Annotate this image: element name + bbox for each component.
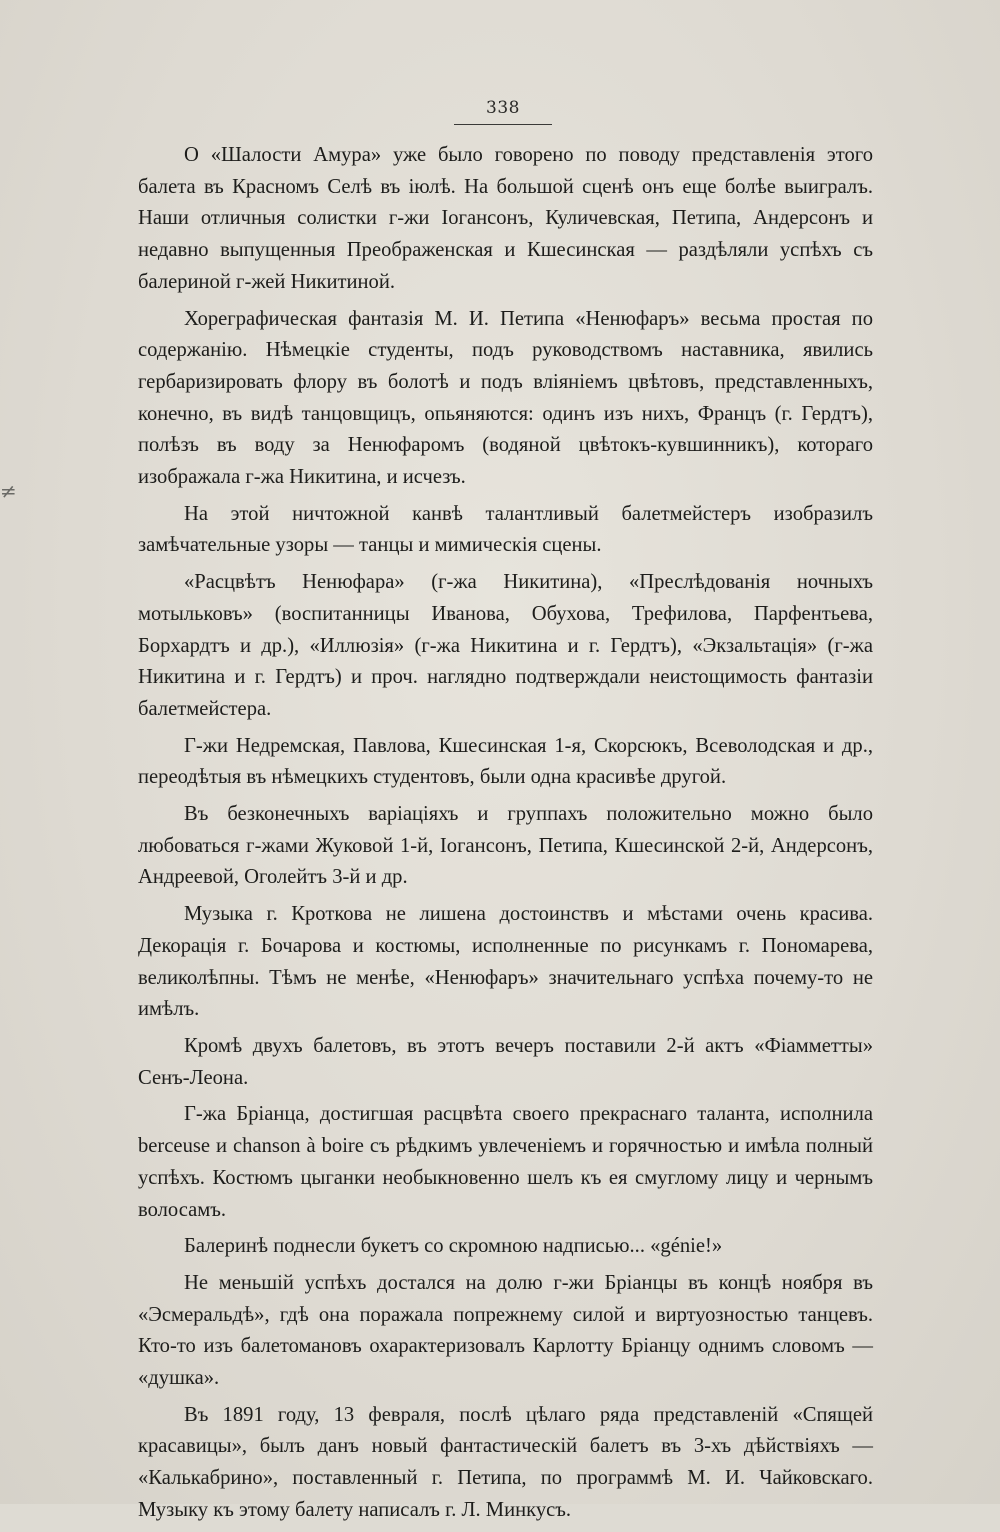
paragraph-music-decor: Музыка г. Кроткова не лишена достоинствъ и мѣстами очень красива. Декорація г. Бочарова и костюмы, исполненные по рисункамъ г. Пономарева, великолѣпны. Тѣмъ не менѣе, «Ненюфаръ» значительнаго успѣха почему-то не имѣлъ. [138,903,873,1021]
paragraph-esmeralda: Не меньшій успѣхъ достался на долю г-жи Бріанцы въ концѣ ноября въ «Эсмеральдѣ», гдѣ она поражала попрежнему силой и виртуозностью танцевъ. Кто-то изъ балетомановъ охарактеризовалъ Карлотту Бріанцу однимъ словомъ — «душка». [138,1271,873,1390]
paragraph-variations: Въ безконечныхъ варіаціяхъ и группахъ положительно можно было любоваться г-жами Жуковой 1-й, Іогансонъ, Петипа, Кшесинской 2-й, Андерсонъ, Андреевой, Оголейтъ 3-й и др. [138,803,873,889]
page-number-rule [454,124,552,125]
page-number: 338 [486,98,520,118]
paragraph-kalkabrino: Въ 1891 году, 13 февраля, послѣ цѣлаго ряда представленій «Спящей красавицы», былъ данъ новый фантастическій балетъ въ 3-хъ дѣйствіяхъ — «Калькабрино», поставленный г. Петипа, по программѣ М. И. Чайковскаго. Музыку къ этому балету написалъ г. Л. Минкусъ. [138,1403,873,1521]
paragraph-nenyufar-fantasy: Хореграфическая фантазія М. И. Петипа «Ненюфаръ» весьма простая по содержанію. Нѣмецкіе студенты, подъ руководствомъ наставника, явились гербаризировать флору въ болотѣ и подъ вліяніемъ цвѣтовъ, представленныхъ, конечно, въ видѣ танцовщицъ, опьяняются: одинъ изъ нихъ, Францъ (г. Гердтъ), полѣзъ въ воду за Ненюфаромъ (водяной цвѣтокъ-кувшинникъ), котораго изображала г-жа Никитина, и исчезъ. [138,307,873,489]
paragraph-brianza-berceuse: Г-жа Бріанца, достигшая расцвѣта своего прекраснаго таланта, исполнила berceuse и chanson à boire съ рѣдкимъ увлеченіемъ и горячностью и имѣла полный успѣхъ. Костюмъ цыганки необыкновенно шелъ къ ея смуглому лицу и чернымъ волосамъ. [138,1103,873,1221]
paragraph-scenes-list: «Расцвѣтъ Ненюфара» (г-жа Никитина), «Преслѣдованія ночныхъ мотыльковъ» (воспитанницы Иванова, Обухова, Трефилова, Парфентьева, Борхардтъ и др.), «Иллюзія» (г-жа Никитина и г. Гердтъ), «Экзальтація» (г-жа Никитина и г. Гердтъ) и проч. наглядно подтверждали неистощимость фантазіи балетмейстера. [138,571,873,720]
paragraph-students-costumes: Г-жи Недремская, Павлова, Кшесинская 1-я, Скорсюкъ, Всеволодская и др., переодѣтыя въ нѣмецкихъ студентовъ, были одна красивѣе другой. [138,734,873,789]
paragraph-bouquet: Балеринѣ поднесли букетъ со скромною надписью... «génie!» [184,1235,723,1258]
paragraph-shalosti-amura: О «Шалости Амура» уже было говорено по поводу представленія этого балета въ Красномъ Селѣ въ іюлѣ. На большой сценѣ онъ еще болѣе выигралъ. Наши отличныя солистки г-жи Іогансонъ, Куличевская, Петипа, Андерсонъ и недавно выпущенныя Преображенская и Кшесинская — раздѣляли успѣхъ съ балериной г-жей Никитиной. [138,144,873,293]
margin-mark: ≠ [0,479,17,503]
paragraph-canvas-patterns: На этой ничтожной канвѣ талантливый балетмейстеръ изобразилъ замѣчательные узоры — танцы и мимическія сцены. [138,502,873,557]
body-text [138,140,873,1532]
paragraph-fiammetta: Кромѣ двухъ балетовъ, въ этотъ вечеръ поставили 2-й актъ «Фіамметты» Сенъ-Леона. [138,1034,873,1089]
